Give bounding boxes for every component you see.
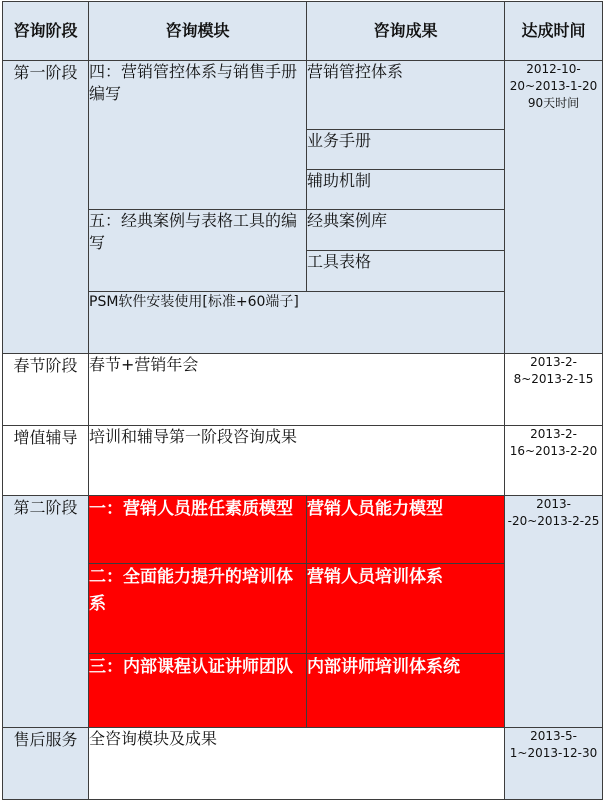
value-added-time: 2013-2-16~2013-2-20: [505, 426, 603, 496]
phase1-result-3: 辅助机制: [307, 170, 505, 210]
phase1-psm: PSM软件安装使用[标准+60端子]: [89, 292, 505, 354]
phase1-stage: 第一阶段: [3, 61, 89, 354]
after-sales-row: [3, 728, 603, 800]
phase2-module-2: 二：全面能力提升的培训体系: [89, 564, 307, 654]
phase1-result-1: 营销管控体系: [307, 61, 505, 130]
phase1-time-cell: [505, 61, 603, 354]
header-stage-label: 咨询阶段: [13, 21, 78, 40]
phase1-result-5: 工具表格: [307, 251, 505, 292]
phase2-module-1: 一：营销人员胜任素质模型: [89, 496, 307, 564]
phase2-result-3: 内部讲师培训体系统: [307, 654, 505, 728]
spring-row: [3, 354, 603, 426]
phase2-module-3: 三：内部课程认证讲师团队: [89, 654, 307, 728]
phase1-time-note: 90天时间: [527, 96, 580, 110]
phase1-result-4: 经典案例库: [307, 210, 505, 251]
value-added-row: [3, 426, 603, 496]
value-added-stage: 增值辅导: [3, 426, 89, 496]
header-stage: [3, 2, 89, 61]
after-sales-stage: 售后服务: [3, 728, 89, 800]
phase2-stage: 第二阶段: [3, 496, 89, 728]
spring-stage: 春节阶段: [3, 354, 89, 426]
phase1-time: 2012-10-20~2013-1-20: [509, 62, 598, 93]
header-row: [3, 2, 603, 61]
phase1-row-1: [3, 61, 603, 130]
phase2-result-2: 营销人员培训体系: [307, 564, 505, 654]
spring-time: 2013-2-8~2013-2-15: [505, 354, 603, 426]
phase1-result-2: 业务手册: [307, 130, 505, 170]
consulting-schedule-table: [2, 1, 603, 800]
phase2-time: 2013--20~2013-2-25: [505, 496, 603, 728]
phase2-result-1: 营销人员能力模型: [307, 496, 505, 564]
header-result: [307, 2, 505, 61]
header-module-label: 咨询模块: [165, 21, 230, 40]
spring-content: 春节+营销年会: [89, 354, 505, 426]
after-sales-time: 2013-5-1~2013-12-30: [505, 728, 603, 800]
header-result-label: 咨询成果: [373, 21, 438, 40]
after-sales-content: 全咨询模块及成果: [89, 728, 505, 800]
header-module: [89, 2, 307, 61]
phase2-row-1: [3, 496, 603, 564]
value-added-content: 培训和辅导第一阶段咨询成果: [89, 426, 505, 496]
phase1-module-4: 四：营销管控体系与销售手册编写: [89, 61, 307, 210]
header-time: [505, 2, 603, 61]
header-time-label: 达成时间: [521, 21, 586, 40]
phase1-module-5: 五：经典案例与表格工具的编写: [89, 210, 307, 292]
